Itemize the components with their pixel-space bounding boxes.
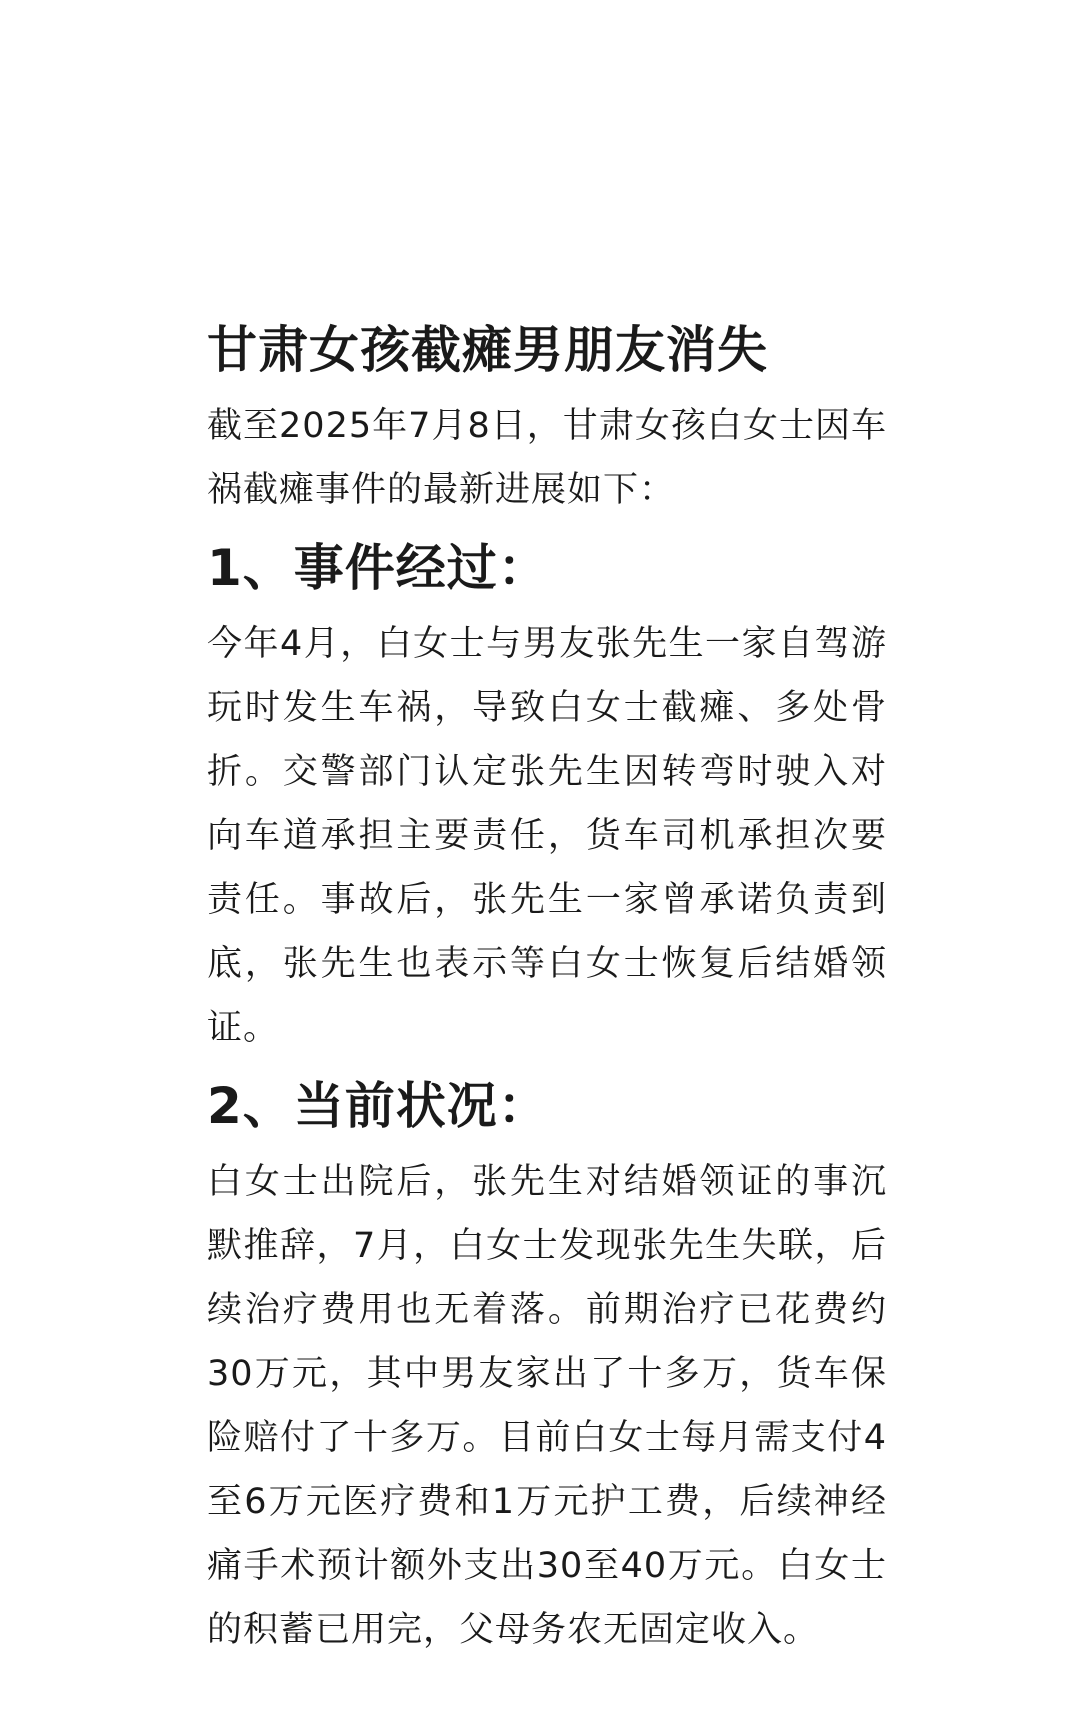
article — [207, 318, 887, 1662]
article-title: 甘肃女孩截瘫男朋友消失 — [207, 321, 768, 379]
section-heading-event: 1、事件经过： — [207, 539, 549, 597]
section-heading-status: 2、当前状况： — [207, 1077, 549, 1135]
intro-paragraph: 截至2025年7月8日，甘肃女孩白女士因车祸截瘫事件的最新进展如下： — [207, 406, 887, 510]
section-body-status: 白女士出院后，张先生对结婚领证的事沉默推辞，7月，白女士发现张先生失联，后续治疗费用也无着落。前期治疗已花费约30万元，其中男友家出了十多万，货车保险赔付了十多万。目前白女士每月需支付4至6万元医疗费和1万元护工费，后续神经痛手术预计额外支出30至40万元。白女士的积蓄已用完，父母务农无固定收入。 — [207, 1162, 887, 1650]
section-body-event: 今年4月，白女士与男友张先生一家自驾游玩时发生车祸，导致白女士截瘫、多处骨折。交警部门认定张先生因转弯时驶入对向车道承担主要责任，货车司机承担次要责任。事故后，张先生一家曾承诺负责到底，张先生也表示等白女士恢复后结婚领证。 — [207, 624, 887, 1048]
